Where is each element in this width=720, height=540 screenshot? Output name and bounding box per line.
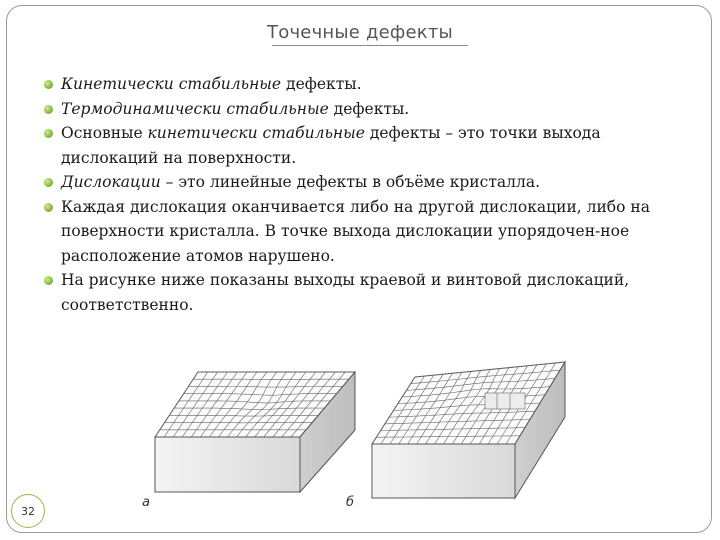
figure-label-b: б: [346, 495, 355, 510]
edge-dislocation-block: [155, 372, 355, 492]
bullet-item: [44, 72, 694, 97]
bullet-text: дефекты.: [328, 99, 410, 118]
bullet-text: дефекты.: [281, 75, 362, 93]
bullet-text: На рисунке ниже показаны выходы краевой и винтовой дислокаций, соответственно.: [61, 271, 630, 314]
screw-dislocation-block: [372, 362, 565, 498]
bullet-emphasis: кинетически стабильные: [147, 124, 365, 142]
page-number-badge: 32: [11, 494, 45, 528]
dislocation-figure: [142, 352, 580, 517]
bullet-item: [44, 170, 694, 195]
dislocation-illustration: [150, 352, 580, 517]
slide-title: Точечные дефекты: [267, 22, 453, 43]
bullet-emphasis: Термодинамически стабильные: [61, 99, 329, 118]
bullet-emphasis: Кинетически стабильные: [61, 75, 282, 93]
bullet-text: Каждая дислокация оканчивается либо на другой дислокации, либо на поверхности кристалла. В точке выхода дислокации упорядочен-ное расположение атомов нарушено.: [61, 197, 650, 265]
bullet-text: дефекты – это точки выхода дислокаций на поверхности.: [61, 124, 601, 167]
bullet-item: [44, 97, 694, 122]
bullet-list: [44, 72, 694, 317]
bullet-item: [44, 268, 694, 317]
bullet-item: [44, 121, 694, 170]
bullet-text: Основные: [61, 124, 148, 142]
bullet-emphasis: Дислокации: [61, 173, 161, 191]
title-underline: [272, 45, 468, 46]
figure-label-a: а: [142, 495, 150, 510]
bullet-item: [44, 195, 694, 269]
bullet-text: – это линейные дефекты в объёме кристалла.: [160, 173, 541, 191]
